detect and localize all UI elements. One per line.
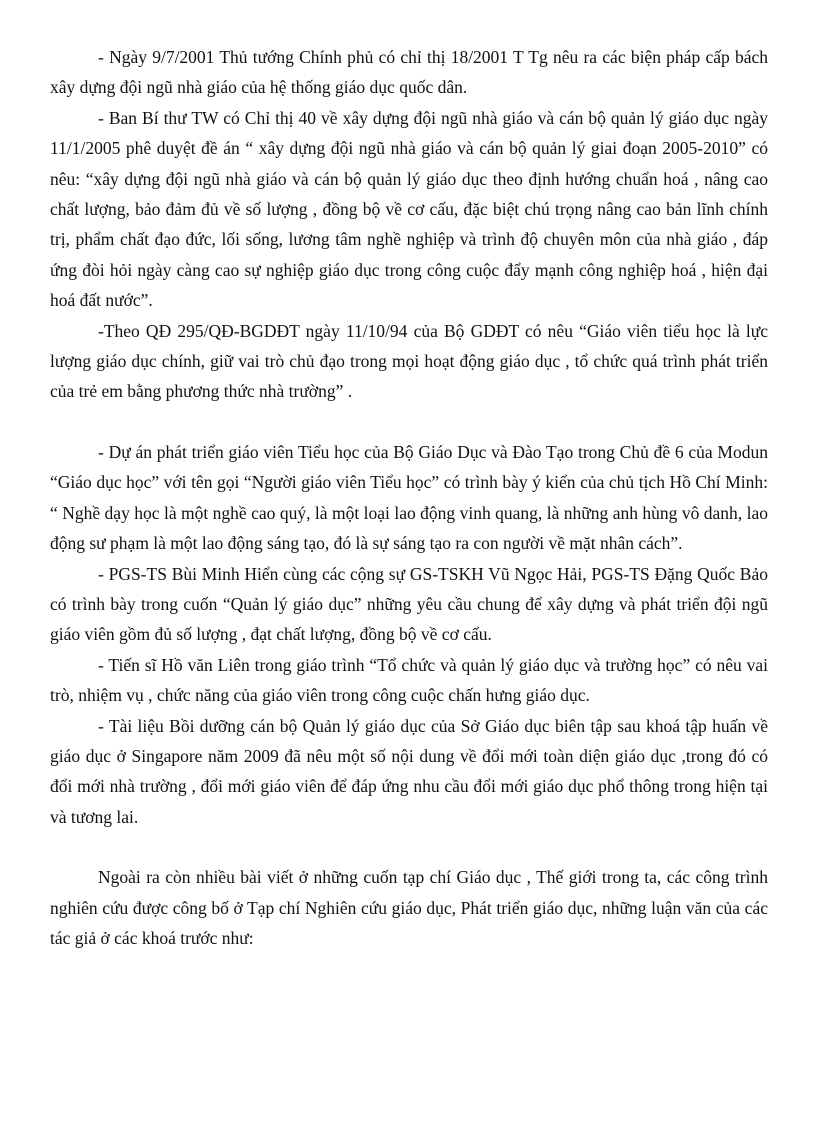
paragraph-other-works: Ngoài ra còn nhiều bài viết ở những cuốn tạp chí Giáo dục , Thế giới trong ta, các công trình nghiên cứu được công bố ở Tạp chí Nghiên cứu giáo dục, Phát triển giáo dục, những luận văn của các tác giả ở các khoá trước như:: [50, 867, 768, 948]
paragraph-singapore-training: - Tài liệu Bồi dưỡng cán bộ Quản lý giáo dục của Sở Giáo dục biên tập sau khoá tập huấn về giáo dục ở Singapore năm 2009 đã nêu một số nội dung về đổi mới toàn diện giáo dục ,trong đó có đổi mới nhà trường , đổi mới giáo viên để đáp ứng nhu cầu đổi mới giáo dục phổ thông trong hiện tại và tương lai.: [50, 715, 768, 827]
paragraph-ho-van-lien: - Tiến sĩ Hồ văn Liên trong giáo trình “Tổ chức và quản lý giáo dục và trường học” có nêu vai trò, nhiệm vụ , chức năng của giáo viên trong công cuộc chấn hưng giáo dục.: [50, 654, 768, 706]
paragraph-directive-40: - Ban Bí thư TW có Chỉ thị 40 về xây dựng đội ngũ nhà giáo và cán bộ quản lý giáo dục ngày 11/1/2005 phê duyệt đề án “ xây dựng đội ngũ nhà giáo và cán bộ quản lý giai đoạn 2005-2010” có nêu: “xây dựng đội ngũ nhà giáo và cán bộ quản lý giáo dục theo định hướng chuẩn hoá , nâng cao chất lượng, bảo đảm đủ về số lượng , đồng bộ về cơ cấu, đặc biệt chú trọng nâng cao bản lĩnh chính trị, phẩm chất đạo đức, lối sống, lương tâm nghề nghiệp và trình độ chuyên môn của nhà giáo , đáp ứng đòi hỏi ngày càng cao sự nghiệp giáo dục trong công cuộc đẩy mạnh công nghiệp hoá , hiện đại hoá đất nước”.: [50, 107, 768, 311]
paragraph-decision-295: -Theo QĐ 295/QĐ-BGDĐT ngày 11/10/94 của Bộ GDĐT có nêu “Giáo viên tiểu học là lực lượng giáo dục chính, giữ vai trò chủ đạo trong mọi hoạt động giáo dục , tổ chức quá trình phát triển của trẻ em bằng phương thức nhà trường” .: [50, 320, 768, 402]
paragraph-teacher-development-project: - Dự án phát triển giáo viên Tiểu học của Bộ Giáo Dục và Đào Tạo trong Chủ đề 6 của Modun “Giáo dục học” với tên gọi “Người giáo viên Tiểu học” có trình bày ý kiến của chủ tịch Hồ Chí Minh: “ Nghề dạy học là một nghề cao quý, là một loại lao động vinh quang, là những anh hùng vô danh, lao động sư phạm là một lao động sáng tạo, đó là sự sáng tạo ra con người về mặt nhân cách”.: [50, 441, 768, 554]
paragraph-directive-18-2001: - Ngày 9/7/2001 Thủ tướng Chính phủ có chỉ thị 18/2001 T Tg nêu ra các biện pháp cấp bách xây dựng đội ngũ nhà giáo của hệ thống giáo dục quốc dân.: [50, 47, 768, 98]
paragraph-bui-minh-hien: - PGS-TS Bùi Minh Hiển cùng các cộng sự GS-TSKH Vũ Ngọc Hải, PGS-TS Đặng Quốc Bảo có trình bày trong cuốn “Quản lý giáo dục” những yêu cầu chung để xây dựng và phát triển đội ngũ giáo viên gồm đủ số lượng , đạt chất lượng, đồng bộ về cơ cấu.: [50, 563, 768, 645]
document-body: [50, 42, 768, 953]
paragraph-spacer: [50, 832, 768, 862]
paragraph-spacer: [50, 407, 768, 437]
